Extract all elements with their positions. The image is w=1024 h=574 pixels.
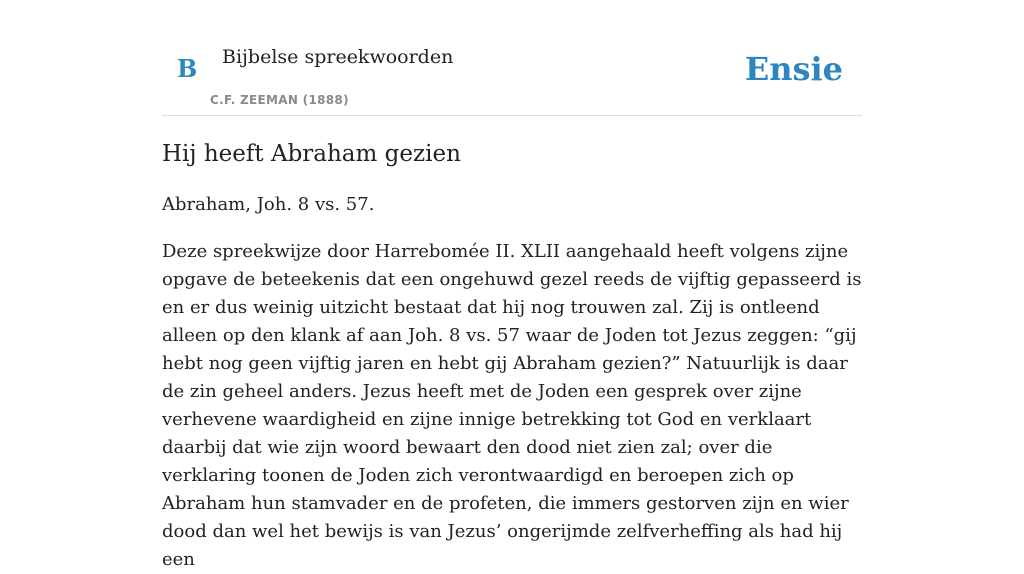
- brand-logo[interactable]: Ensie: [744, 50, 843, 88]
- book-author: C.F. ZEEMAN (1888): [210, 93, 349, 107]
- article-reference: Abraham, Joh. 8 vs. 57.: [162, 194, 375, 215]
- article-title: Hij heeft Abraham gezien: [162, 141, 461, 167]
- article: [162, 132, 862, 574]
- book-logo[interactable]: B: [177, 54, 198, 83]
- page-header: [162, 40, 862, 116]
- article-body: Deze spreekwijze door Harrebomée II. XLII aangehaald heeft volgens zijne opgave de beteekenis dat een ongehuwd gezel reeds de vijftig gepasseerd is en er dus weinig uitzicht bestaat dat hij nog trouwen zal. Zij is ontleend alleen op den klank af aan Joh. 8 vs. 57 waar de Joden tot Jezus zeggen: “gij hebt nog geen vijftig jaren en hebt gij Abraham gezien?” Natuurlijk is daar de zin geheel anders. Jezus heeft met de Joden een gesprek over zijne verhevene waardigheid en zijne innige betrekking tot God en verklaart daarbij dat wie zijn woord bewaart den dood niet zien zal; over die verklaring toonen de Joden zich verontwaardigd en beroepen zich op Abraham hun stamvader en de profeten, die immers gestorven zijn en wier dood dan wel het bewijs is van Jezus’ ongerijmde zelfverheffing als had hij een: [162, 241, 862, 570]
- book-title[interactable]: Bijbelse spreekwoorden: [222, 46, 454, 68]
